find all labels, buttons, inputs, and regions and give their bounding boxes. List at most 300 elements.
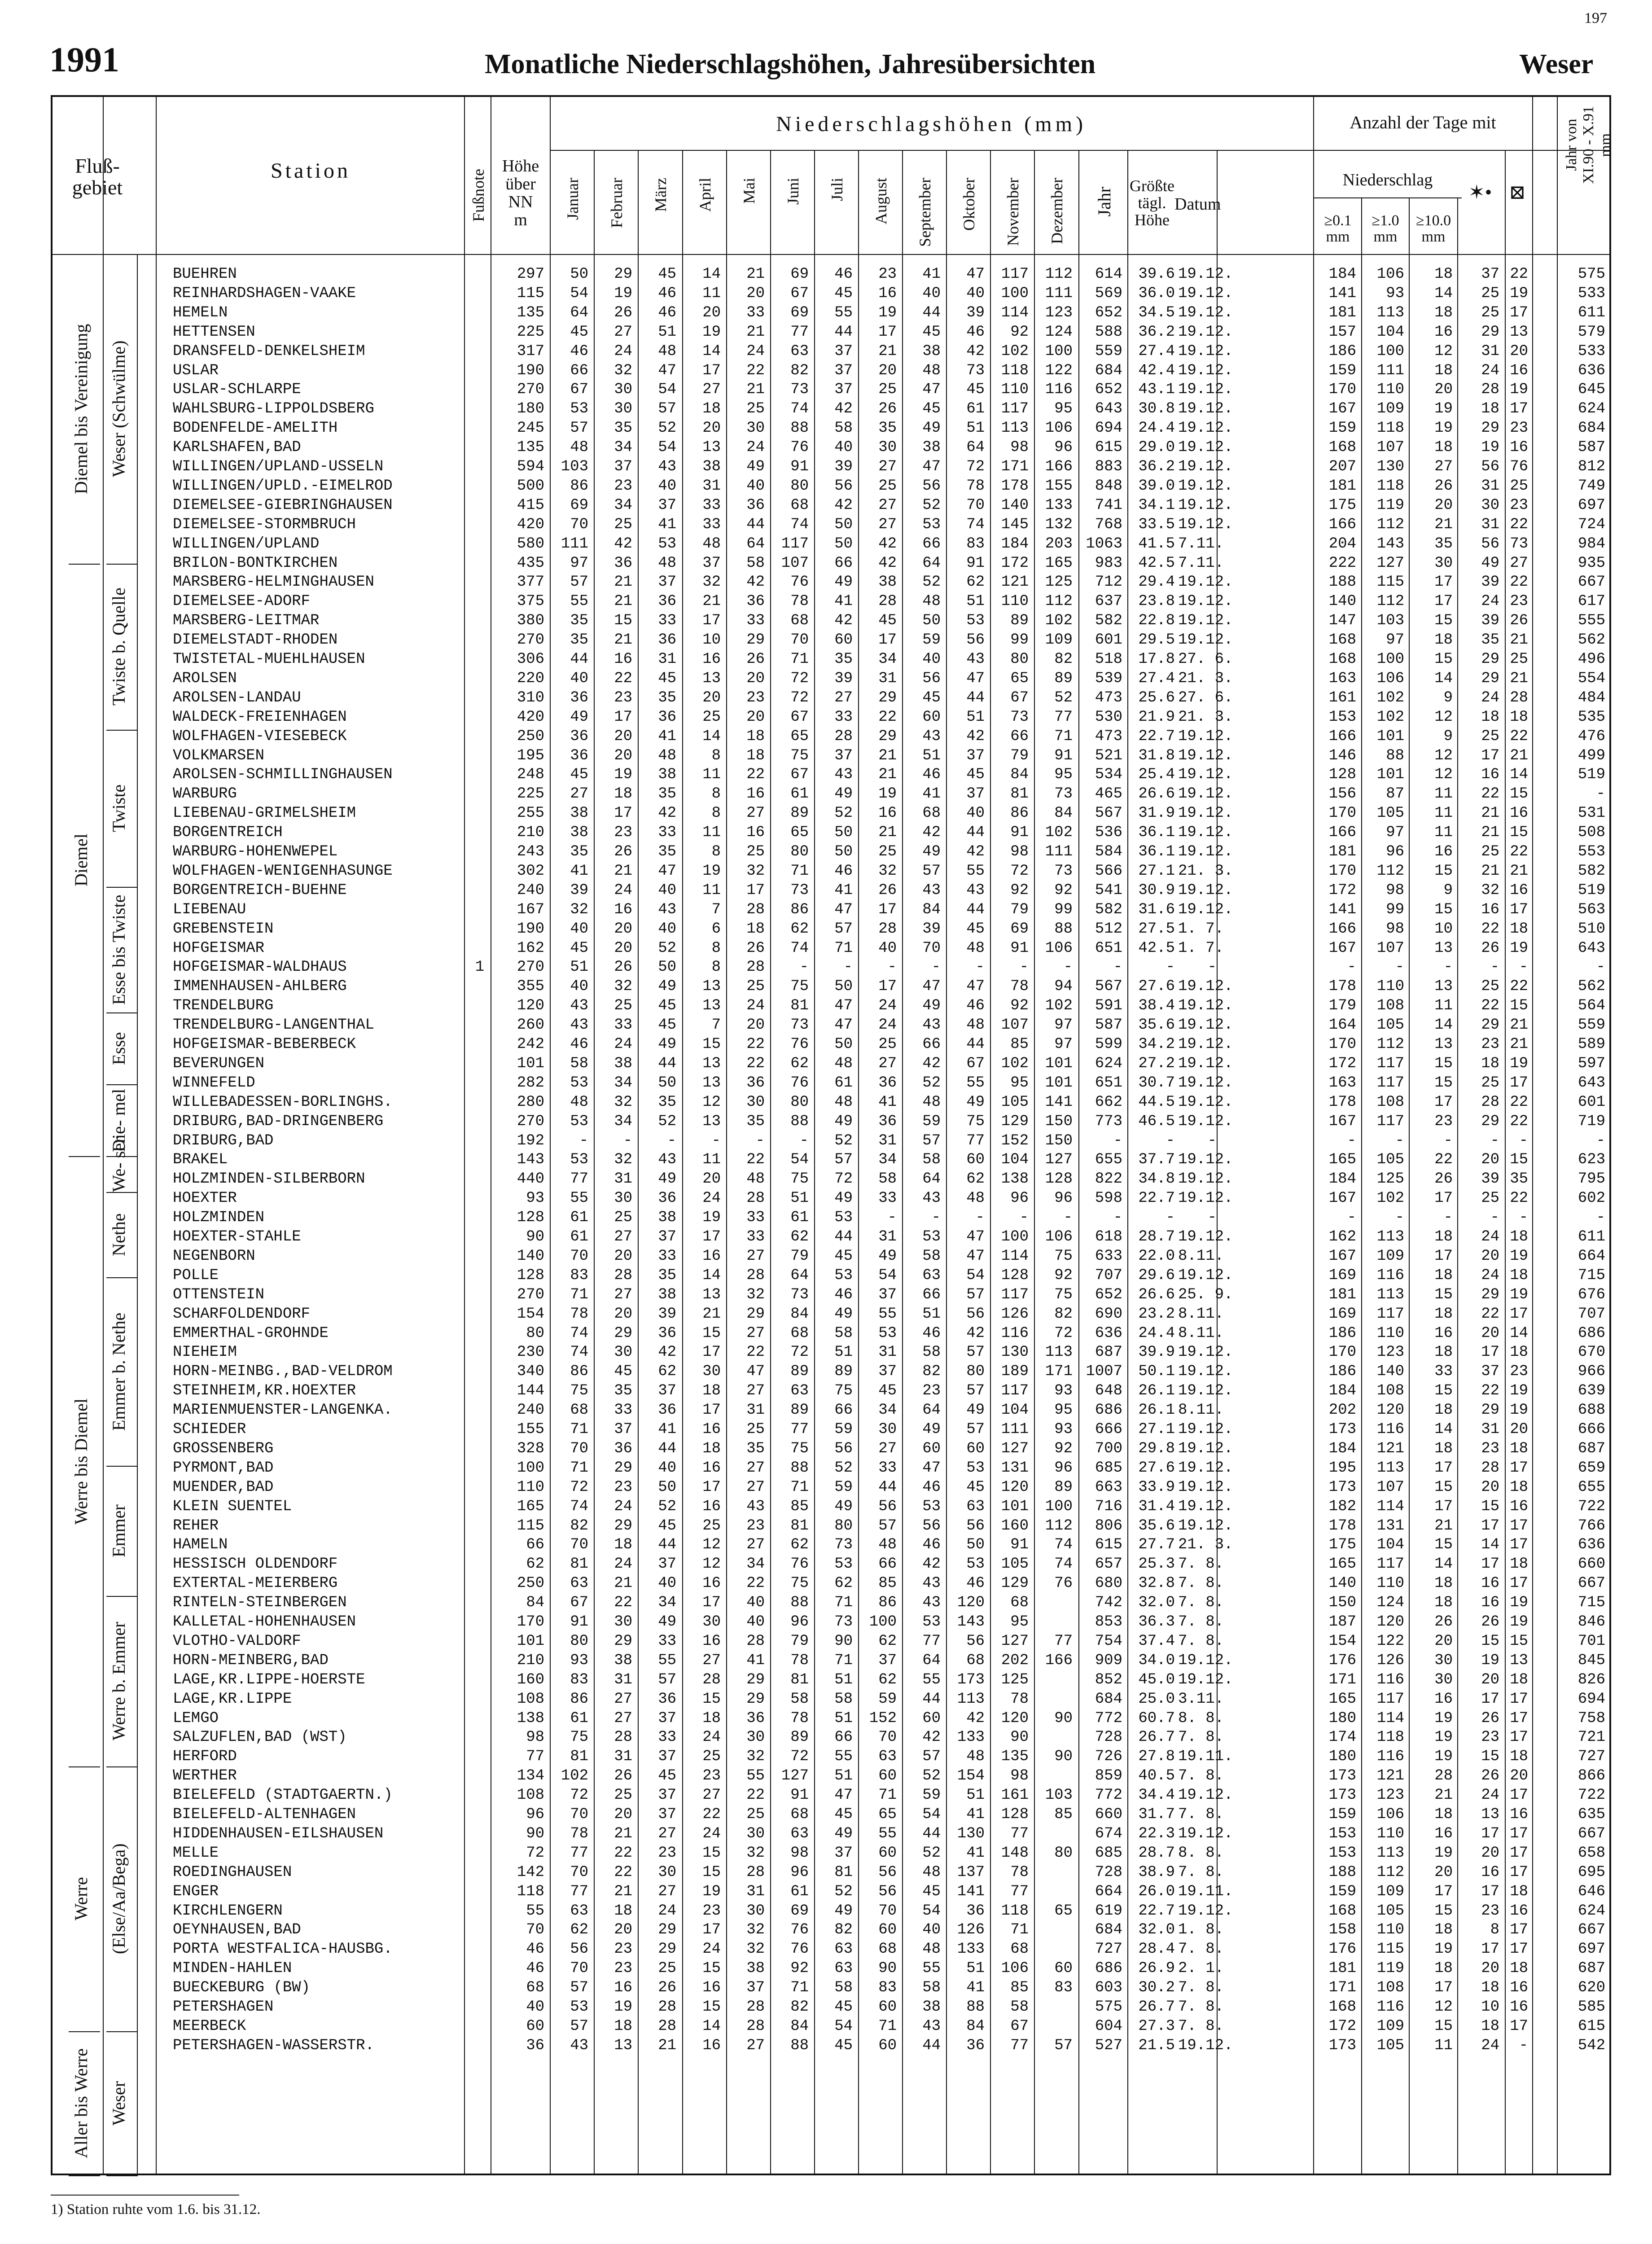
cell-m-1: 26 (614, 1767, 632, 1785)
cell-m-7: 24 (878, 1017, 897, 1034)
cell-m-8: 60 (922, 1709, 941, 1727)
cell-d01: 164 (1328, 1017, 1356, 1034)
cell-per: 722 (1578, 1498, 1605, 1515)
cell-d01: 163 (1328, 1074, 1356, 1091)
cell-station: TRENDELBURG-LANGENTHAL (173, 1017, 374, 1034)
cell-m-6: 43 (834, 766, 853, 784)
cell-max: 22.7 (1138, 1190, 1175, 1207)
cell-station: AROLSEN (173, 670, 237, 687)
cell-jahr: 655 (1095, 1151, 1122, 1169)
cell-m-10: 145 (1001, 516, 1029, 533)
cell-m-7: 30 (878, 439, 897, 456)
cell-gw: 13 (1510, 1652, 1528, 1669)
cell-m-8: 52 (922, 1074, 941, 1091)
cell-m-6: 72 (834, 1170, 853, 1188)
cell-d1: 125 (1376, 1170, 1404, 1188)
cell-m-2: 26 (658, 1979, 676, 1997)
cell-m-2: 29 (658, 1941, 676, 1958)
month-header: Juni (784, 178, 802, 205)
cell-d01: 165 (1328, 1690, 1356, 1708)
cell-d01: 174 (1328, 1729, 1356, 1746)
cell-d1: 98 (1386, 881, 1404, 899)
cell-d01: 128 (1328, 766, 1356, 784)
cell-m-9: 48 (966, 939, 985, 957)
col-rule (770, 150, 771, 2175)
cell-station: LEMGO (173, 1709, 219, 1727)
cell-sn: 23 (1481, 1902, 1499, 1920)
cell-m-7: 68 (878, 1941, 897, 1958)
cell-h: 170 (517, 1613, 544, 1630)
cell-per: 623 (1578, 1151, 1605, 1169)
cell-m-5: 71 (790, 1478, 809, 1496)
cell-sn: 20 (1481, 1671, 1499, 1688)
cell-m-6: 47 (834, 901, 853, 918)
cell-m-9: 88 (966, 1999, 985, 2016)
cell-m-7: 70 (878, 1729, 897, 1746)
cell-m-6: 53 (834, 1556, 853, 1573)
cell-h: 375 (517, 593, 544, 610)
cell-m-11: 73 (1054, 862, 1073, 880)
cell-m-0: 70 (570, 516, 588, 533)
cell-station: TWISTETAL-MUEHLHAUSEN (173, 651, 365, 668)
cell-d1: 124 (1376, 1594, 1404, 1612)
cell-m-11: 116 (1045, 381, 1073, 399)
cell-d1: - (1395, 959, 1404, 976)
cell-m-5: 117 (781, 535, 809, 552)
cell-m-4: 29 (746, 1671, 765, 1688)
cell-m-6: 45 (834, 2037, 853, 2054)
cell-jahr: 601 (1095, 631, 1122, 649)
cell-m-3: 17 (702, 1402, 721, 1419)
month-header: Januar (564, 178, 582, 220)
cell-m-0: 53 (570, 1999, 588, 2016)
table-row (53, 1633, 1611, 1652)
cell-m-3: 20 (702, 1170, 721, 1188)
cell-gw: 26 (1510, 612, 1528, 630)
cell-m-7: 59 (878, 1690, 897, 1708)
cell-d10: 13 (1434, 978, 1453, 995)
cell-m-6: 37 (834, 342, 853, 360)
table-row (53, 1767, 1611, 1787)
cell-m-9: 54 (966, 1267, 985, 1284)
cell-m-11: 77 (1054, 708, 1073, 726)
header-hoehe: Höhe über NN m (502, 157, 539, 229)
cell-m-4: 30 (746, 1093, 765, 1111)
cell-d01: 153 (1328, 708, 1356, 726)
cell-max: 27.1 (1138, 1421, 1175, 1438)
cell-sn: 10 (1481, 1999, 1499, 2016)
cell-jahr: 822 (1095, 1170, 1122, 1188)
cell-station: SCHIEDER (173, 1421, 246, 1438)
cell-m-9: 36 (966, 2037, 985, 2054)
cell-d01: 166 (1328, 920, 1356, 938)
cell-gw: 25 (1510, 651, 1528, 668)
cell-max: 35.6 (1138, 1017, 1175, 1034)
table-row (53, 1325, 1611, 1344)
cell-station: DIEMELSEE-ADORF (173, 593, 311, 610)
cell-per: 660 (1578, 1556, 1605, 1573)
cell-gw: 15 (1510, 1151, 1528, 1169)
region-label-outer: Werre bis Diemel (71, 1398, 91, 1525)
cell-m-10: 152 (1001, 1132, 1029, 1149)
cell-d10: 19 (1434, 1709, 1453, 1727)
cell-m-8: 23 (922, 1382, 941, 1400)
cell-gw: 18 (1510, 1556, 1528, 1573)
cell-m-2: 45 (658, 670, 676, 687)
cell-gw: 18 (1510, 1267, 1528, 1284)
cell-m-2: 51 (658, 323, 676, 341)
cell-m-1: 30 (614, 1190, 632, 1207)
cell-station: KALLETAL-HOHENHAUSEN (173, 1613, 356, 1630)
cell-m-7: 30 (878, 1421, 897, 1438)
region-label-outer: Werre (71, 1877, 91, 1921)
cell-m-1: 26 (614, 959, 632, 976)
cell-m-10: 140 (1001, 496, 1029, 514)
cell-m-10: 117 (1001, 1286, 1029, 1303)
cell-max: 36.2 (1138, 323, 1175, 341)
cell-datum: 7. 8. (1178, 1729, 1224, 1746)
cell-m-10: 98 (1010, 1767, 1029, 1785)
cell-jahr: 700 (1095, 1440, 1122, 1457)
cell-max: 33.9 (1138, 1478, 1175, 1496)
cell-station: SALZUFLEN,BAD (WST) (173, 1729, 347, 1746)
cell-max: 28.4 (1138, 1941, 1175, 1958)
cell-m-11: 57 (1054, 2037, 1073, 2054)
cell-max: 39.0 (1138, 477, 1175, 495)
cell-m-3: 15 (702, 1324, 721, 1342)
cell-m-11: 166 (1045, 1652, 1073, 1669)
cell-jahr: 633 (1095, 1247, 1122, 1265)
cell-m-10: 95 (1010, 1613, 1029, 1630)
cell-m-10: 102 (1001, 1055, 1029, 1072)
cell-station: OEYNHAUSEN,BAD (173, 1921, 301, 1939)
cell-m-7: 31 (878, 1344, 897, 1361)
cell-m-8: 58 (922, 1151, 941, 1169)
cell-m-0: 75 (570, 1382, 588, 1400)
cell-station: ROEDINGHAUSEN (173, 1863, 292, 1881)
year-label: 1991 (49, 40, 119, 79)
table-row (53, 1575, 1611, 1594)
cell-m-4: 20 (746, 1017, 765, 1034)
cell-m-4: 20 (746, 670, 765, 687)
cell-m-5: 81 (790, 1671, 809, 1688)
cell-h: 210 (517, 824, 544, 842)
cell-m-5: 88 (790, 1113, 809, 1130)
cell-m-2: 45 (658, 1517, 676, 1534)
cell-datum: 19.12. (1178, 420, 1233, 437)
cell-d10: 18 (1434, 1228, 1453, 1245)
cell-m-7: 25 (878, 381, 897, 399)
cell-m-10: 117 (1001, 266, 1029, 283)
cell-m-11: 90 (1054, 1709, 1073, 1727)
cell-per: 866 (1578, 1767, 1605, 1785)
cell-m-2: 42 (658, 805, 676, 822)
cell-m-1: 34 (614, 439, 632, 456)
cell-m-10: 91 (1010, 824, 1029, 842)
cell-d10: 16 (1434, 843, 1453, 860)
cell-m-10: 91 (1010, 939, 1029, 957)
cell-d1: 106 (1376, 266, 1404, 283)
month-header: September (916, 178, 934, 247)
cell-m-7: 37 (878, 1286, 897, 1303)
cell-sn: 29 (1481, 1017, 1499, 1034)
cell-d1: 119 (1376, 1960, 1404, 1977)
cell-datum: 7. 8. (1178, 1979, 1224, 1997)
cell-m-5: 89 (790, 1363, 809, 1381)
cell-d10: 11 (1434, 824, 1453, 842)
cell-station: HOFGEISMAR (173, 939, 265, 957)
cell-gw: 19 (1510, 1402, 1528, 1419)
cell-per: 639 (1578, 1382, 1605, 1400)
cell-m-6: 42 (834, 612, 853, 630)
cell-m-10: 78 (1010, 1690, 1029, 1708)
cell-d1: 126 (1376, 1652, 1404, 1669)
cell-h: 162 (517, 939, 544, 957)
cell-m-9: 73 (966, 362, 985, 379)
cell-m-5: 78 (790, 593, 809, 610)
cell-d01: 140 (1328, 593, 1356, 610)
cell-h: 120 (517, 997, 544, 1015)
cell-jahr: 663 (1095, 1478, 1122, 1496)
cell-m-7: 31 (878, 670, 897, 687)
cell-m-2: 53 (658, 535, 676, 552)
cell-m-6: 28 (834, 728, 853, 745)
cell-m-0: 48 (570, 439, 588, 456)
cell-m-6: 63 (834, 1941, 853, 1958)
cell-d1: 127 (1376, 554, 1404, 572)
cell-per: 624 (1578, 400, 1605, 418)
col-rule (1034, 150, 1035, 2175)
cell-m-1: 17 (614, 805, 632, 822)
cell-per: 645 (1578, 381, 1605, 399)
month-header: Dezember (1048, 178, 1066, 244)
cell-m-5: 80 (790, 1093, 809, 1111)
cell-m-11: 133 (1045, 496, 1073, 514)
cell-jahr: 465 (1095, 785, 1122, 803)
cell-m-5: 73 (790, 881, 809, 899)
cell-d1: 112 (1376, 1036, 1404, 1053)
cell-m-3: 32 (702, 574, 721, 591)
cell-gw: 16 (1510, 362, 1528, 379)
cell-m-10: 114 (1001, 304, 1029, 321)
cell-d01: 168 (1328, 651, 1356, 668)
cell-d10: 16 (1434, 1825, 1453, 1842)
cell-m-3: 14 (702, 728, 721, 745)
cell-m-0: 81 (570, 1748, 588, 1766)
cell-datum: 19.12. (1178, 1459, 1233, 1477)
cell-m-4: 32 (746, 1748, 765, 1766)
table-row (53, 574, 1611, 593)
cell-m-7: 31 (878, 1132, 897, 1149)
cell-m-8: 64 (922, 1170, 941, 1188)
cell-m-11: 166 (1045, 458, 1073, 475)
cell-m-1: 33 (614, 1017, 632, 1034)
cell-m-8: 44 (922, 2037, 941, 2054)
cell-max: 31.7 (1138, 1806, 1175, 1823)
cell-h: 167 (517, 901, 544, 918)
cell-d10: 17 (1434, 1498, 1453, 1515)
cell-per: 715 (1578, 1594, 1605, 1612)
cell-m-9: 68 (966, 1652, 985, 1669)
cell-datum: 19.12. (1178, 1652, 1233, 1669)
table-row (53, 1691, 1611, 1710)
cell-m-4: 30 (746, 1902, 765, 1920)
cell-station: WARBURG-HOHENWEPEL (173, 843, 338, 860)
cell-jahr: 652 (1095, 381, 1122, 399)
cell-m-9: 42 (966, 843, 985, 860)
cell-m-1: 25 (614, 1787, 632, 1804)
cell-sn: 18 (1481, 2017, 1499, 2035)
cell-m-2: 47 (658, 362, 676, 379)
cell-m-2: 37 (658, 1806, 676, 1823)
cell-m-2: 41 (658, 728, 676, 745)
cell-m-0: 63 (570, 1902, 588, 1920)
cell-m-11: 102 (1045, 824, 1073, 842)
cell-h: 135 (517, 304, 544, 321)
table-row (53, 593, 1611, 612)
cell-m-0: 64 (570, 304, 588, 321)
cell-gw: 19 (1510, 1382, 1528, 1400)
cell-jahr: 541 (1095, 881, 1122, 899)
cell-m-2: 43 (658, 1151, 676, 1169)
cell-m-8: 57 (922, 1132, 941, 1149)
cell-datum: 19.12. (1178, 1151, 1233, 1169)
cell-sn: 25 (1481, 978, 1499, 995)
cell-m-4: 25 (746, 400, 765, 418)
cell-m-9: 70 (966, 496, 985, 514)
cell-m-7: 55 (878, 1305, 897, 1323)
cell-h: 270 (517, 631, 544, 649)
table-row (53, 1941, 1611, 1960)
cell-datum: 7. 8. (1178, 1632, 1224, 1650)
cell-d1: 113 (1376, 1844, 1404, 1862)
cell-m-7: 71 (878, 1787, 897, 1804)
cell-m-2: - (667, 1132, 676, 1149)
cell-m-10: 127 (1001, 1440, 1029, 1457)
cell-m-6: 47 (834, 997, 853, 1015)
cell-m-6: 46 (834, 1286, 853, 1303)
cell-sn: 20 (1481, 1247, 1499, 1265)
cell-m-6: 58 (834, 1979, 853, 1997)
cell-m-0: 70 (570, 1247, 588, 1265)
cell-gw: 35 (1510, 1170, 1528, 1188)
cell-m-10: 120 (1001, 1709, 1029, 1727)
cell-jahr: 742 (1095, 1594, 1122, 1612)
cell-m-9: 56 (966, 631, 985, 649)
cell-datum: 19.11. (1178, 1748, 1233, 1766)
cell-m-2: 33 (658, 1729, 676, 1746)
cell-m-2: 35 (658, 689, 676, 706)
cell-d01: - (1347, 1209, 1356, 1227)
cell-m-4: 30 (746, 1729, 765, 1746)
cell-m-1: 25 (614, 1209, 632, 1227)
cell-m-7: 35 (878, 420, 897, 437)
cell-m-11: 75 (1054, 1286, 1073, 1303)
table-row (53, 1960, 1611, 1979)
cell-m-0: 77 (570, 1170, 588, 1188)
table-row (53, 439, 1611, 458)
cell-m-10: 77 (1010, 1825, 1029, 1842)
cell-d1: 116 (1376, 1671, 1404, 1688)
cell-m-6: 50 (834, 843, 853, 860)
cell-m-11: 92 (1054, 881, 1073, 899)
cell-per: 563 (1578, 901, 1605, 918)
cell-datum: 19.12. (1178, 1498, 1233, 1515)
cell-max: 36.2 (1138, 458, 1175, 475)
cell-datum: 19.12. (1178, 1421, 1233, 1438)
cell-d1: 110 (1376, 1324, 1404, 1342)
cell-station: LAGE,KR.LIPPE-HOERSTE (173, 1671, 365, 1688)
cell-m-5: 74 (790, 400, 809, 418)
cell-m-9: 47 (966, 670, 985, 687)
cell-max: 37.7 (1138, 1151, 1175, 1169)
cell-m-1: 26 (614, 843, 632, 860)
cell-m-4: 27 (746, 1324, 765, 1342)
cell-d10: 15 (1434, 612, 1453, 630)
cell-datum: 19.12. (1178, 574, 1233, 591)
cell-h: 420 (517, 516, 544, 533)
cell-m-10: 84 (1010, 766, 1029, 784)
cell-gw: 17 (1510, 2017, 1528, 2035)
cell-d10: 11 (1434, 805, 1453, 822)
cell-datum: 8.11. (1178, 1305, 1224, 1323)
cell-m-9: 39 (966, 304, 985, 321)
cell-m-0: 53 (570, 400, 588, 418)
cell-h: 134 (517, 1767, 544, 1785)
cell-d10: 14 (1434, 1556, 1453, 1573)
cell-h: 154 (517, 1305, 544, 1323)
cell-jahr: 614 (1095, 266, 1122, 283)
cell-m-2: 44 (658, 1536, 676, 1554)
cell-m-2: 38 (658, 1209, 676, 1227)
cell-sn: 18 (1481, 1055, 1499, 1072)
table-row (53, 1190, 1611, 1209)
cell-sn: 39 (1481, 612, 1499, 630)
cell-m-11: 72 (1054, 1324, 1073, 1342)
cell-m-5: 84 (790, 2017, 809, 2035)
table-row (53, 1729, 1611, 1748)
cell-m-9: 51 (966, 1960, 985, 1977)
cell-jahr: 652 (1095, 1286, 1122, 1303)
cell-m-6: 82 (834, 1921, 853, 1939)
cell-per: 666 (1578, 1421, 1605, 1438)
cell-m-1: 19 (614, 1999, 632, 2016)
cell-per: 667 (1578, 1921, 1605, 1939)
cell-sn: 23 (1481, 1729, 1499, 1746)
cell-m-4: 36 (746, 1709, 765, 1727)
cell-d10: 18 (1434, 362, 1453, 379)
cell-gw: 28 (1510, 689, 1528, 706)
cell-m-4: 21 (746, 266, 765, 283)
cell-h: 138 (517, 1709, 544, 1727)
table-row (53, 959, 1611, 978)
cell-m-2: 54 (658, 439, 676, 456)
cell-gw: 17 (1510, 901, 1528, 918)
cell-m-4: 26 (746, 939, 765, 957)
cell-m-2: 27 (658, 1883, 676, 1900)
table-row (53, 1594, 1611, 1613)
cell-h: 220 (517, 670, 544, 687)
cell-m-3: 37 (702, 554, 721, 572)
cell-jahr: 727 (1095, 1941, 1122, 1958)
cell-sn: 25 (1481, 285, 1499, 302)
cell-gw: 22 (1510, 978, 1528, 995)
cell-h: 135 (517, 439, 544, 456)
cell-m-6: 56 (834, 1440, 853, 1457)
cell-d10: 18 (1434, 1402, 1453, 1419)
cell-m-10: 121 (1001, 574, 1029, 591)
cell-sn: 29 (1481, 420, 1499, 437)
